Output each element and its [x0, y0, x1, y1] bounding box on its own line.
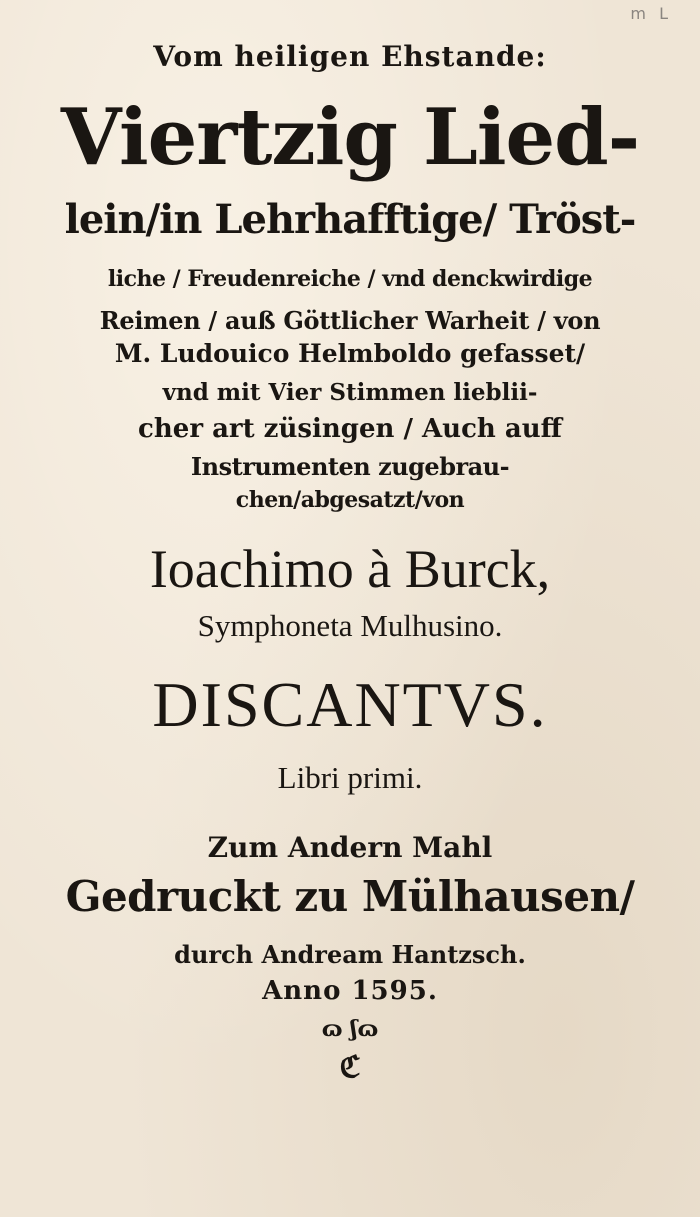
- title-line-9: Instrumenten zugebrau-: [190, 452, 510, 481]
- margin-note: m L: [630, 4, 672, 23]
- ornament-2: ℭ: [339, 1050, 361, 1085]
- title-line-3: lein/in Lehrhafftige/ Tröst-: [64, 196, 636, 243]
- voice-part: DISCANTVS.: [152, 669, 548, 740]
- printer-line: durch Andream Hantzsch.: [174, 940, 526, 969]
- title-line-4: liche / Freudenreiche / vnd denckwirdige: [107, 266, 593, 292]
- title-line-8: cher art züsingen / Auch auff: [138, 414, 562, 444]
- heading-line-1: Vom heiligen Ehstande:: [153, 40, 547, 73]
- author-subtitle: Symphoneta Mulhusino.: [197, 608, 503, 643]
- main-title: Viertzig Lied-: [60, 92, 640, 183]
- author-name: Ioachimo à Burck,: [149, 539, 551, 599]
- year-line: Anno 1595.: [262, 976, 438, 1006]
- title-line-5: Reimen / auß Göttlicher Warheit / von: [99, 306, 601, 335]
- title-line-10: chen/abgesatzt/von: [235, 487, 465, 513]
- book-label: Libri primi.: [277, 760, 423, 795]
- edition-line: Zum Andern Mahl: [207, 831, 493, 864]
- title-line-7: vnd mit Vier Stimmen lieblii-: [162, 379, 538, 406]
- title-line-6: M. Ludouico Helmboldo gefasset/: [114, 339, 586, 368]
- ornament-1: ɷ ʃɷ: [321, 1016, 379, 1042]
- printed-line: Gedruckt zu Mülhausen/: [65, 872, 635, 921]
